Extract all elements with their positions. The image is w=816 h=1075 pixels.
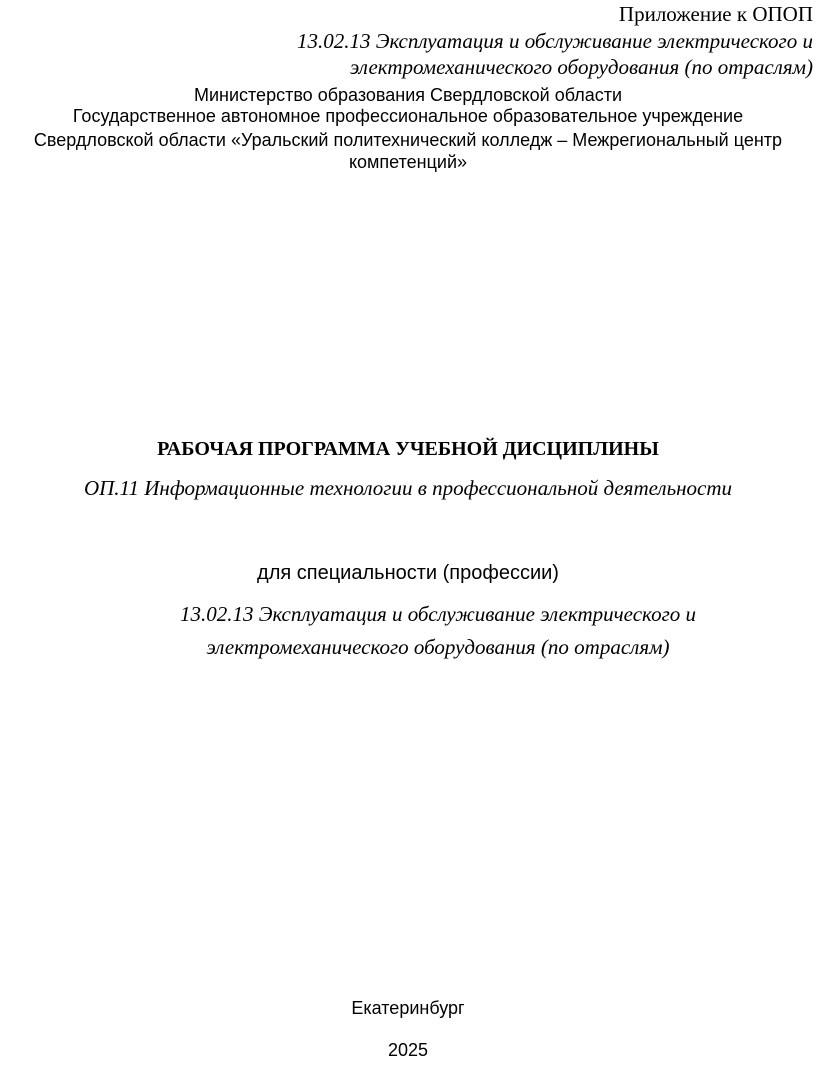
year: 2025 [387,1040,429,1060]
discipline-title: ОП.11 Информационные технологии в профессиональной деятельности [83,476,733,500]
appendix-title: Приложение к ОПОП [618,2,813,26]
institution-name-line-1: Государственное автономное профессиональное образовательное учреждение [72,106,744,126]
specialty-line-2: электромеханического оборудования (по отраслям) [206,635,670,659]
city: Екатеринбург [351,998,465,1018]
appendix-specialty-line-1: 13.02.13 Эксплуатация и обслуживание электрического и [296,29,813,53]
ministry-name: Министерство образования Свердловской области [193,85,623,105]
institution-name-line-2: Свердловской области «Уральский политехнический колледж – Межрегиональный центр [33,130,783,150]
appendix-specialty-line-2: электромеханического оборудования (по отраслям) [350,55,813,79]
specialty-line-1: 13.02.13 Эксплуатация и обслуживание электрического и [179,602,697,626]
document-title: РАБОЧАЯ ПРОГРАММА УЧЕБНОЙ ДИСЦИПЛИНЫ [157,438,659,460]
institution-name-line-3: компетенций» [348,152,468,172]
specialty-label: для специальности (профессии) [257,562,559,584]
